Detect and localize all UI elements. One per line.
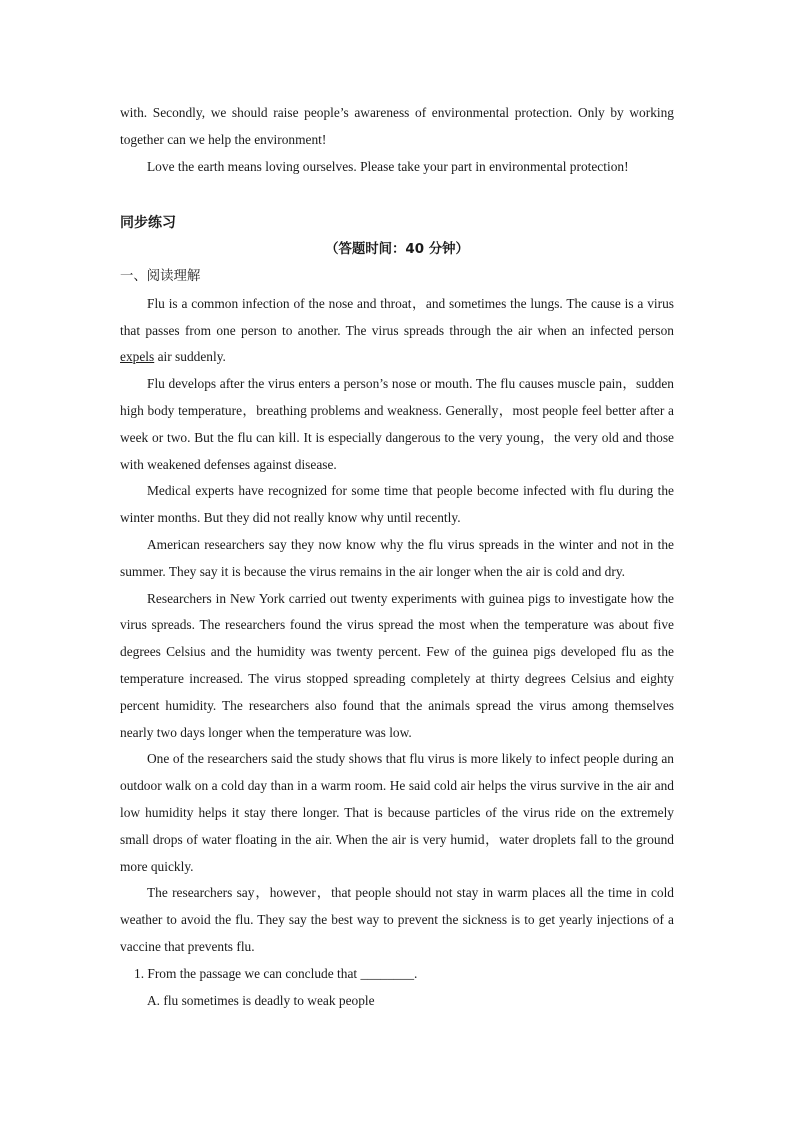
question-1-stem: 1. From the passage we can conclude that ________. (134, 965, 418, 981)
passage-paragraph-1 (120, 291, 674, 371)
passage-paragraph-7: The researchers say，however，that people should not stay in warm places all the time in cold weather to avoid the flu. They say the best way to prevent the sickness is to get yearly injections of a vaccine that prevents flu. (120, 885, 674, 954)
passage-paragraph-4: American researchers say they now know why the flu virus spreads in the winter and not in the summer. They say it is because the virus remains in the air longer when the air is cold and dry. (120, 536, 674, 579)
document-page (120, 100, 674, 1014)
intro-paragraph-1: with. Secondly, we should raise people’s awareness of environmental protection. Only by working together can we help the environment! (120, 105, 674, 147)
underlined-word: expels (120, 349, 155, 365)
passage-paragraph-6: One of the researchers said the study shows that flu virus is more likely to infect people during an outdoor walk on a cold day than in a warm room. He said cold air helps the virus survive in the air and low humidity helps it stay there longer. That is because particles of the virus ride on the extremely small drops of water floating in the air. When the air is very humid，water droplets fall to the ground more quickly. (120, 751, 674, 874)
passage-paragraph-3: Medical experts have recognized for some time that people become infected with flu during the winter months. But they did not really know why until recently. (120, 483, 674, 526)
part-heading: 一、阅读理解 (120, 268, 201, 284)
time-note: （答题时间：40 分钟） (325, 242, 469, 258)
passage-paragraph-5: Researchers in New York carried out twenty experiments with guinea pigs to investigate how the virus spreads. The researchers found the virus spread the most when the temperature was about five degrees Celsius and the humidity was twenty percent. Few of the guinea pigs developed flu as the temperature increased. The virus stopped spreading completely at thirty degrees Celsius and eighty percent humidity. The researchers also found that the animals spread the virus among themselves nearly two days longer when the temperature was low. (120, 590, 674, 740)
intro-paragraph-2: Love the earth means loving ourselves. Please take your part in environmental protection! (147, 158, 629, 174)
question-1-option-a: A. flu sometimes is deadly to weak people (147, 992, 375, 1008)
passage-p1-text-after: air suddenly. (154, 349, 226, 365)
passage-paragraph-2: Flu develops after the virus enters a person’s nose or mouth. The flu causes muscle pain，sudden high body temperature，breathing problems and weakness. Generally，most people feel better after a week or two. But the flu can kill. It is especially dangerous to the very young，the very old and those with weakened defenses against disease. (120, 376, 674, 472)
passage-p1-text-before: Flu is a common infection of the nose and throat，and sometimes the lungs. The cause is a virus that passes from one person to another. The virus spreads through the air when an infected person (120, 295, 674, 338)
section-title: 同步练习 (120, 215, 176, 232)
